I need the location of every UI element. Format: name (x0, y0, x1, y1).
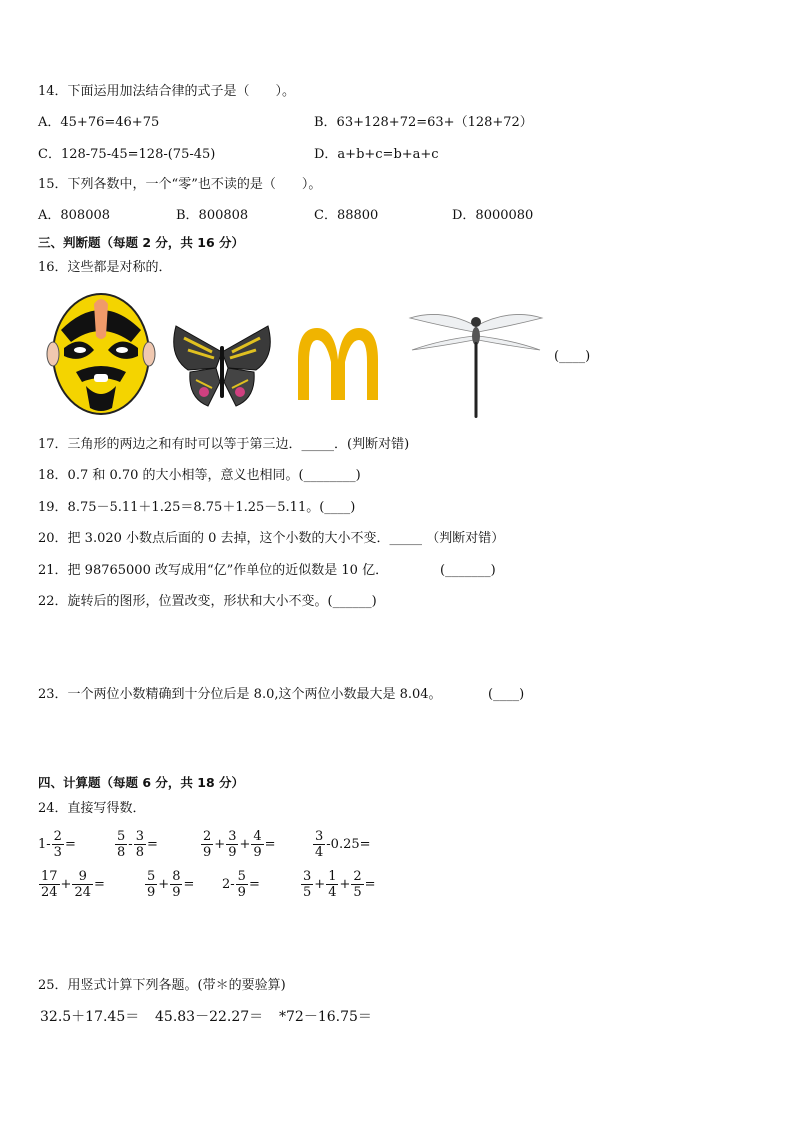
equals-sign: = (248, 877, 260, 892)
fraction: $\frac{2}{3}$ (53, 829, 62, 860)
q24-expression-1 (38, 828, 76, 862)
expr-prefix: 2- (222, 877, 235, 892)
fraction: $\frac{2}{5}$ (353, 869, 362, 900)
fraction: $\frac{3}{8}$ (135, 829, 144, 860)
q19: 19．8.75－5.11＋1.25＝8.75＋1.25－5.11。(____) (38, 500, 356, 515)
section-3-heading: 三、判断题（每题 2 分，共 16 分） (38, 235, 245, 250)
fraction: $\frac{5}{9}$ (147, 869, 156, 900)
q21-stem: 21．把 98765000 改写成用“亿”作单位的近似数是 10 亿． (38, 563, 389, 578)
q15-stem: 15．下列各数中，一个“零”也不读的是（ ）。 (38, 177, 322, 192)
operator: + (214, 837, 226, 852)
q24-expression-5 (38, 868, 105, 902)
opera-mask-image (46, 290, 156, 418)
q24-expression-3 (200, 828, 276, 862)
q14-option-b: B．63+128+72=63+（128+72） (314, 115, 533, 130)
q14-option-d: D．a+b+c=b+a+c (314, 147, 439, 162)
q16-answer-blank[interactable]: (____) (554, 349, 591, 364)
q25-expression-1: 32.5＋17.45＝ (40, 1009, 140, 1025)
q15-option-d: D．8000080 (452, 208, 534, 223)
q24-expression-8 (300, 868, 376, 902)
fraction: $\frac{4}{9}$ (253, 829, 262, 860)
dragonfly-image (408, 306, 544, 420)
equals-sign: = (94, 877, 105, 892)
q16-stem: 16．这些都是对称的． (38, 260, 172, 275)
section-4-heading: 四、计算题（每题 6 分，共 18 分） (38, 775, 245, 790)
fraction: $\frac{5}{9}$ (237, 869, 246, 900)
q14-stem: 14．下面运用加法结合律的式子是（ ）。 (38, 84, 296, 99)
q25-expression-2: 45.83－22.27＝ (155, 1009, 264, 1025)
equals-sign: = (64, 837, 76, 852)
fraction: $\frac{3}{5}$ (303, 869, 312, 900)
fraction: $\frac{17}{24}$ (41, 869, 58, 900)
mcdonalds-logo (295, 326, 381, 400)
expr-prefix: 1- (38, 837, 51, 852)
q24-expression-2 (114, 828, 158, 862)
equals-sign: = (146, 837, 158, 852)
q14-option-c: C．128-75-45=128-(75-45) (38, 147, 216, 162)
q18: 18．0.7 和 0.70 的大小相等，意义也相同。(________) (38, 468, 361, 483)
equals-sign: -0.25= (326, 837, 371, 852)
q23-answer-blank[interactable]: (____) (488, 687, 525, 702)
q20: 20．把 3.020 小数点后面的 0 去掉，这个小数的大小不变．_____ （判断对错） (38, 531, 505, 546)
q24-stem: 24．直接写得数． (38, 801, 146, 816)
fraction: $\frac{2}{9}$ (203, 829, 212, 860)
operator: + (314, 877, 326, 892)
q22: 22．旋转后的图形，位置改变，形状和大小不变。(______) (38, 594, 377, 609)
q24-expression-6 (144, 868, 194, 902)
q24-expression-4 (312, 828, 371, 862)
operator: + (339, 877, 351, 892)
operator: + (158, 877, 170, 892)
operator: + (239, 837, 251, 852)
equals-sign: = (364, 877, 376, 892)
operator: + (60, 877, 72, 892)
q23-stem: 23．一个两位小数精确到十分位后是 8.0,这个两位小数最大是 8.04。 (38, 687, 442, 702)
equals-sign: = (264, 837, 276, 852)
q15-option-c: C．88800 (314, 208, 379, 223)
equals-sign: = (183, 877, 195, 892)
fraction: $\frac{8}{9}$ (172, 869, 181, 900)
butterfly-image (168, 322, 276, 412)
q21-answer-blank[interactable]: (_______) (440, 563, 496, 578)
q24-expression-7 (222, 868, 260, 902)
q25-stem: 25．用竖式计算下列各题。(带＊的要验算) (38, 978, 286, 993)
q17: 17．三角形的两边之和有时可以等于第三边．_____．(判断对错) (38, 437, 410, 452)
q25-expression-3: *72－16.75＝ (279, 1009, 372, 1025)
fraction: $\frac{1}{4}$ (328, 869, 337, 900)
q15-option-a: A．808008 (38, 208, 111, 223)
fraction: $\frac{3}{9}$ (228, 829, 237, 860)
q14-option-a: A．45+76=46+75 (38, 115, 160, 130)
fraction: $\frac{9}{24}$ (74, 869, 91, 900)
operator: - (128, 837, 133, 852)
q15-option-b: B．800808 (176, 208, 249, 223)
fraction: $\frac{3}{4}$ (315, 829, 324, 860)
fraction: $\frac{5}{8}$ (117, 829, 126, 860)
